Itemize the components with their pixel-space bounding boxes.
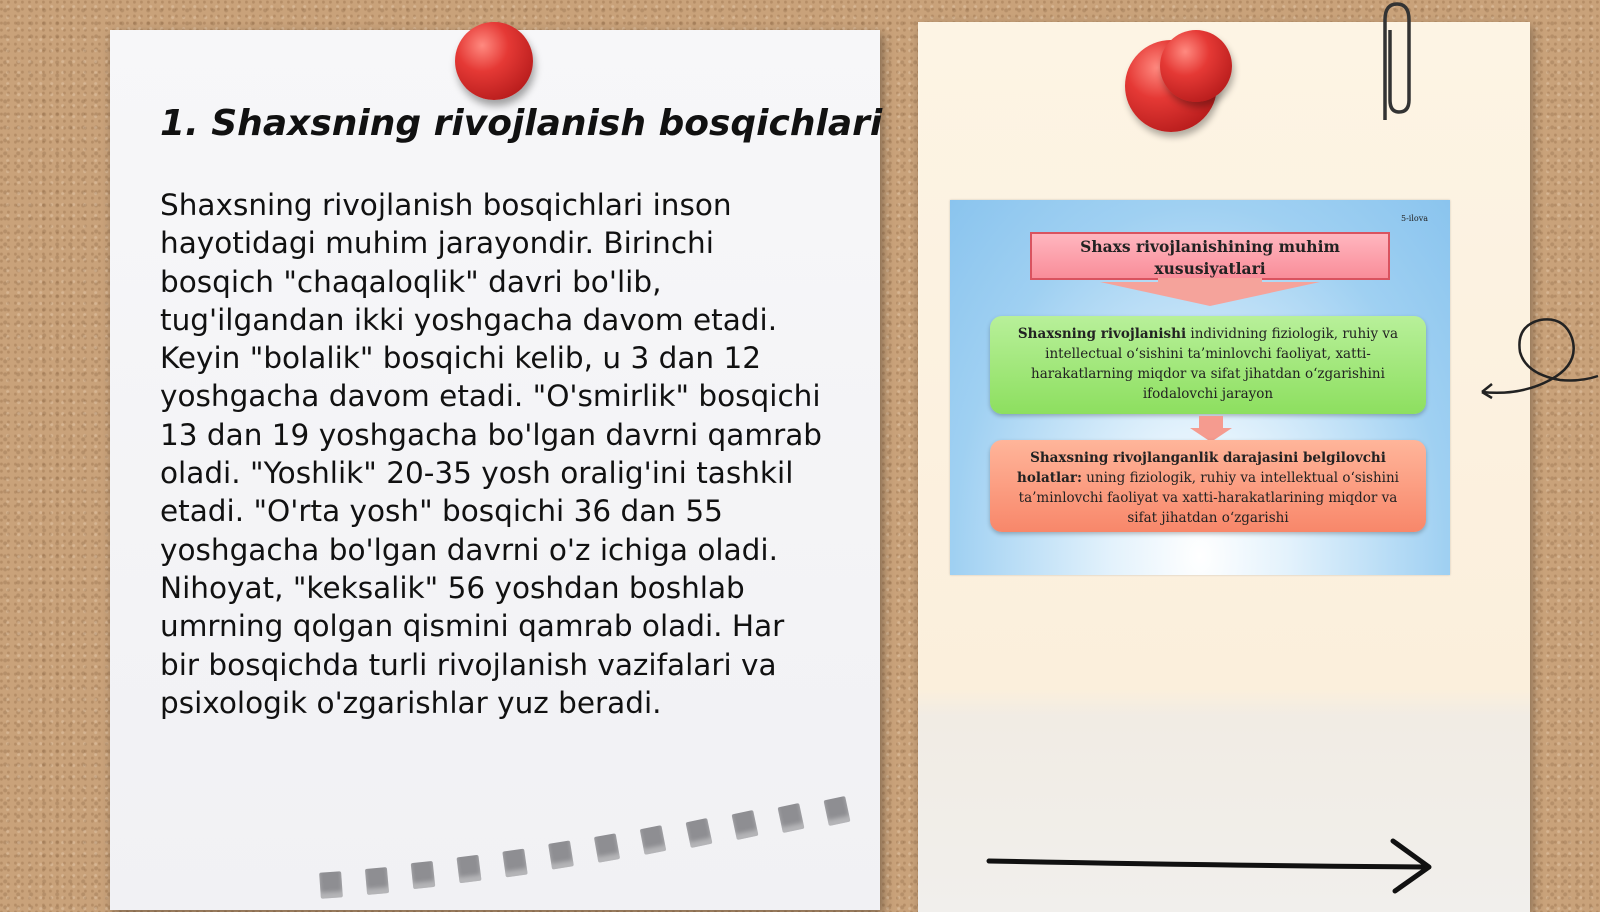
push-pin-icon xyxy=(1160,30,1232,102)
push-pin-icon xyxy=(455,22,533,100)
body-paragraph: Shaxsning rivojlanish bosqichlari inson hayotidagi muhim jarayondir. Birinchi bosqich "chaqaloqlik" davri bo'lib, tug'ilgandan ikki yoshgacha davom etadi. Keyin "bolalik" bosqichi kelib, u 3 dan 12 yoshgacha davom etadi. "O'smirlik" bosqichi 13 dan 19 yoshgacha bo'lgan davrni qamrab oladi. "Yoshlik" 20-35 yosh oralig'ini tashkil etadi. "O'rta yosh" bosqichi 36 dan 55 yoshgacha bo'lgan davrni o'z ichiga oladi. Nihoyat, "keksalik" 56 yoshdan boshlab umrning qolgan qismini qamrab oladi. Har bir bosqichda turli rivojlanish vazifalari va psixologik o'zgarishlar yuz beradi. xyxy=(160,188,823,720)
definition-text: individning fiziologik, ruhiy va intellectual o‘sishini ta’minlovchi faoliyat, xatti-harakatlarning miqdor va sifat jihatdan o‘zgarishini ifodalovchi jarayon xyxy=(1031,326,1399,402)
diagram-definition-box xyxy=(990,316,1426,414)
diagram-factors-box xyxy=(990,440,1426,532)
scribble-loop-icon xyxy=(1480,310,1600,410)
diagram-image xyxy=(950,200,1450,575)
definition-term: Shaxsning rivojlanishi xyxy=(1017,326,1187,342)
diagram-arrow xyxy=(1100,282,1320,306)
diagram-corner-label: 5-ilova xyxy=(1400,214,1428,223)
torn-notebook-edge xyxy=(300,790,890,900)
factors-text: uning fiziologik, ruhiy va intellektual o‘sishini ta’minlovchi faoliyat va xatti-harakatlarining miqdor va sifat jihatdan o‘zgarishi xyxy=(1018,470,1399,526)
paper-clip-icon xyxy=(1373,0,1413,125)
factors-term: Shaxsning rivojlanganlik darajasini belgilovchi holatlar: xyxy=(1017,450,1386,486)
arrow-right-icon xyxy=(985,835,1445,895)
diagram-header-box: Shaxs rivojlanishining muhim xususiyatlari xyxy=(1030,232,1390,280)
slide-title: 1. Shaxsning rivojlanish bosqichlari xyxy=(160,103,883,144)
